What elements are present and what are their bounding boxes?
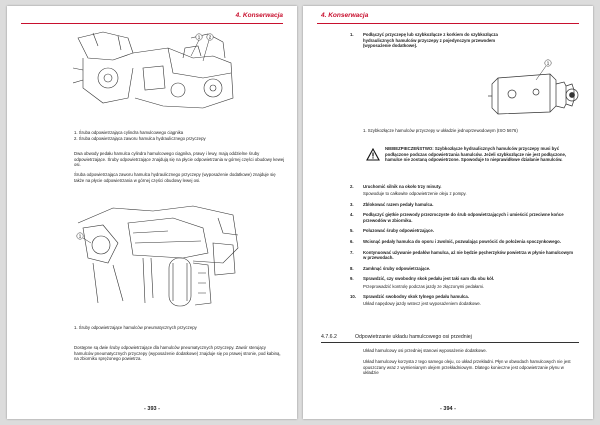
paragraph-trailer-valve: Śruba odpowietrzająca zaworu hamulca hydraulicznego przyczepy (wyposażenie dodatkowe) znajduje się także na płycie odpowietrzania w górnej części obudowy lewej osi. bbox=[74, 172, 276, 183]
step-8: 8. Zamknąć śruby odpowietrzające. bbox=[350, 265, 431, 271]
callout-1: 1 bbox=[197, 34, 201, 40]
step-text: Podłączyć przyczepę lub szybkozłącze z korkiem do szybkozłącza hydraulicznych hamulców przyczepy z pojedynczym przewodem (wyposażenie dodatkowe). bbox=[363, 32, 498, 49]
step-10: 10. Sprawdzić swobodny skok tylnego pedału hamulca. Układ napędowy jazdy wstecz jest wyposażeniem dodatkowe. bbox=[350, 294, 481, 307]
header-rule bbox=[317, 23, 579, 24]
page-394 bbox=[303, 6, 593, 419]
page-393 bbox=[7, 6, 297, 419]
callout-2: 2 bbox=[208, 34, 212, 40]
paragraph-air-brakes: Dostępne są dwie śruby odpowietrzające dla hamulców pneumatycznych przyczepy. Zawór sterujący hamulców pneumatycznych przyczepy (wyposażenie dodatkowe) znajduje się po prawej stronie, pod kabiną, na zbiorniku sprężonego powietrza. bbox=[74, 345, 281, 362]
section-title: Odpowietrzanie układu hamulcowego osi przedniej bbox=[355, 334, 472, 340]
page-header: 4. Konserwacja bbox=[321, 12, 369, 19]
section-paragraph-1: Układ hamulcowy osi przedniej stanowi wyposażenie dodatkowe. bbox=[363, 348, 487, 353]
page-number: - 393 - bbox=[144, 406, 160, 412]
step-4: 4. Podłączyć giętkie przewody przezroczyste do śrub odpowietrzających i umieścić przeciwne końce przewodów w zbiorniku. bbox=[350, 212, 564, 223]
step-2: 2. Uruchomić silnik na około trzy minuty. Spowoduje to całkowite odpowietrzenie oleju z pompy. bbox=[350, 184, 467, 197]
callout-1: 1 bbox=[546, 60, 550, 66]
step-9: 9. Sprawdzić, czy swobodny skok pedału jest taki sam dla obu kół. Przeprowadzić kontrolę podczas jazdy ze złączonymi pedałami. bbox=[350, 276, 495, 289]
callout-1: 1 bbox=[78, 233, 82, 239]
figure-trailer-air-brakes bbox=[73, 203, 243, 313]
figure-caption-list bbox=[74, 130, 289, 141]
step-6: 6. Wcisnąć pedały hamulca do oporu i zwolnić, pozwalając powrócić do położenia spoczynkowego. bbox=[350, 239, 561, 245]
figure-trailer-coupler bbox=[488, 56, 584, 122]
section-paragraph-2: Układ hamulcowy korzysta z tego samego oleju, co układ przekładni. Płyn w obwodach hamulcowych nie jest opuszczany wraz z wymienianym olejem przekładniowym. Dlatego konieczne jest odpowietrzanie płynu w układzie bbox=[363, 359, 571, 376]
page-header: 4. Konserwacja bbox=[235, 12, 283, 19]
warning-block bbox=[385, 146, 575, 163]
section-number: 4.7.6.2 bbox=[321, 334, 337, 340]
paragraph-bleed-screws: Dwa obwody pedału hamulca cylindra hamulcowego ciągnika, prawy i lewy, mają oddzielne śruby odpowietrzające. Śruby odpowietrzające znajdują się na płycie odpowietrzania w górnej części obudowy kewej osi. bbox=[74, 151, 285, 168]
step-number: 1. bbox=[350, 32, 354, 37]
figure-caption: 1. Śruby odpowietrzające hamulców pneumatycznych przyczepy bbox=[74, 325, 197, 330]
figure-caption: 1. Szybkozłącze hamulców przyczepy w układzie jednoprzewodowym (ISO 5676) bbox=[363, 128, 518, 133]
header-rule bbox=[21, 23, 283, 24]
step-3: 3. Zblokować razem pedały hamulca. bbox=[350, 201, 434, 207]
warning-text: Szybkozłącze hydraulicznych hamulców przyczepy musi być podłączone podczas odpowietrzania hamulców. Jeżeli szybkozłącze nie jest podłączone, hamulce nie zostaną odpowietrzone. Spowoduje to nieprawidłowe działanie hamulców. bbox=[385, 146, 567, 163]
warning-triangle-icon bbox=[366, 148, 380, 161]
step-5: 5. Poluzować śruby odpowietrzające. bbox=[350, 228, 434, 234]
caption-item: 1. Śruba odpowietrzająca cylindra hamulcowego ciągnika bbox=[74, 130, 184, 135]
caption-item: 2. Śruba odpowietrzająca zaworu hamulca hydraulicznego przyczepy bbox=[74, 135, 206, 141]
page-number: - 394 - bbox=[440, 406, 456, 412]
warning-label: NIEBEZPIECZEŃSTWO: bbox=[385, 146, 434, 151]
figure-tractor-brake-bleed bbox=[73, 28, 243, 120]
step-1 bbox=[350, 32, 523, 49]
procedure-steps bbox=[350, 184, 575, 312]
section-heading bbox=[321, 334, 579, 343]
step-7: 7. Kontynuować używanie pedałów hamulca, aż nie będzie pęcherzyków powietrza w płynie hamulcowym w przewodach. bbox=[350, 249, 574, 261]
